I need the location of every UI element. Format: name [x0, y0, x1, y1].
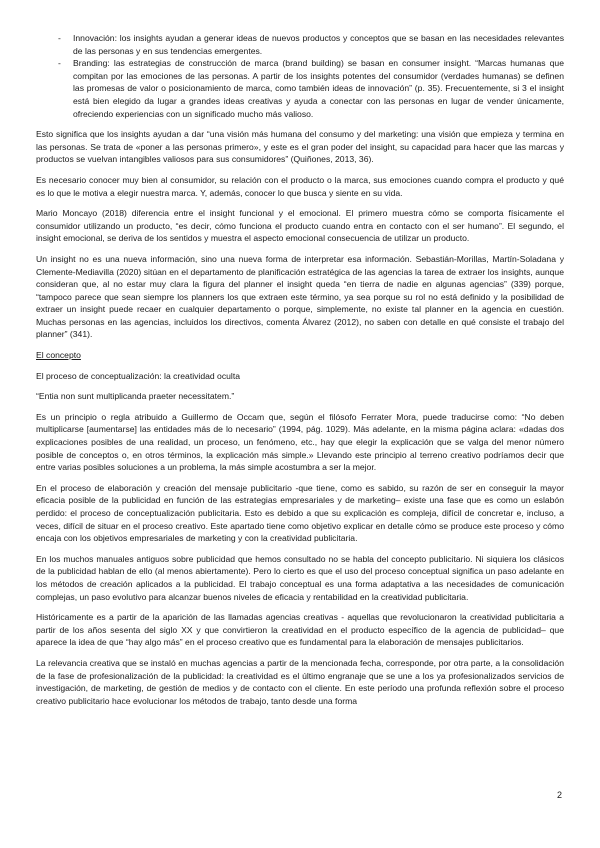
dash-marker: - [58, 33, 61, 43]
paragraph: Mario Moncayo (2018) diferencia entre el insight funcional y el emocional. El primero muestra cómo se comporta físicamente el consumidor utilizando un producto, “es decir, cómo funciona el producto cuando entra en contacto con el ser humano”. El segundo, el insight emocional, se deriva de los sentidos y muestra el aspecto emocional consecuencia de utilizar un producto. [36, 208, 564, 244]
page-body [36, 32, 564, 715]
subheading: El proceso de conceptualización: la creatividad oculta [36, 370, 240, 381]
list-item-innovation [36, 32, 564, 57]
list-item-branding [36, 57, 564, 120]
paragraph: En los muchos manuales antiguos sobre publicidad que hemos consultado no se habla del concepto publicitario. Ni siquiera los clásicos de la publicidad hablan de ello (al menos abiertamente). Pero lo cierto es que el uso del proceso conceptual significa un paso adelante en los métodos de creación aplicados a la publicidad. El trabajo conceptual es una forma adaptativa a las necesidades de comunicación complejas, un paso evolutivo para alcanzar buenos niveles de eficacia y rentabilidad en la creatividad publicitaria. [36, 553, 564, 602]
dash-marker: - [58, 58, 61, 69]
page-number: 2 [556, 790, 562, 800]
paragraph: Un insight no es una nueva información, sino una nueva forma de interpretar esa información. Sebastián-Morillas, Martín-Soladana y Clemente-Mediavilla (2020) sitúan en el departamento de planificación estratégica de las agencias la tarea de extraer los insights, aunque consideran que, al no estar muy clara la figura del planner el insight queda “en tierra de nadie en algunas agencias” (339) porque, “tampoco parece que sean siempre los planners los que extraen este término, ya sea porque su rol no está definido y la posibilidad de extraer un insight puede recaer en cualquier departamento o porque, simplemente, no existe tal planner en la agencia en cuestión. Muchas personas en las agencias, incluidos los directivos, comenta Álvarez (2012), no saben con detalle en qué consiste el trabajo del planner” (341). [36, 253, 564, 340]
list-item-text: Innovación: los insights ayudan a generar ideas de nuevos productos y conceptos que se basan en las necesidades relevantes de las personas y en sus tendencias emergentes. [73, 33, 564, 56]
paragraph: Es un principio o regla atribuido a Guillermo de Occam que, según el filósofo Ferrater Mora, puede traducirse como: “No deben multiplicarse [aumentarse] las entidades más de lo necesario” (1994, pág. 1029). Más adelante, en la misma página aclara: «dadas dos explicaciones posibles de una realidad, un proceso, un fenómeno, etc., hay que elegir la explicación que se valga del menor número posible de conceptos o, en otros términos, la explicación más simple.» Llevando este principio al terreno creativo podríamos decir que entre varias posibles soluciones a un problema, la más simple acostumbra a ser la mejor. [36, 411, 564, 473]
paragraph: Históricamente es a partir de la aparición de las llamadas agencias creativas - aquellas que revolucionaron la creatividad publicitaria a partir de los años sesenta del siglo XX y que convirtieron la creatividad en el producto específico de la agencia de publicidad– que aparece la idea de que “hay algo más” en el proceso creativo que es fundamental para la elaboración de mensajes publicitarios. [36, 612, 564, 648]
paragraph: Esto significa que los insights ayudan a dar “una visión más humana del consumo y del marketing: una visión que empieza y termina en las personas. Se trata de «poner a las personas primero», y este es el gran poder del insight, su capacidad para hacer que las marcas y productos se vuelvan intangibles valiosos para sus consumidores” (Quiñones, 2013, 36). [36, 129, 564, 165]
latin-quote: “Entia non sunt multiplicanda praeter necessitatem.” [36, 391, 235, 402]
paragraph: En el proceso de elaboración y creación del mensaje publicitario -que tiene, como es sabido, su razón de ser en conseguir la mayor eficacia posible de la publicidad en función de las estrategias empresariales y de marketing– existe una fase que es como un eslabón perdido: el proceso de conceptualización publicitaria. Esto es debido a que su explicación es compleja, difícil de concretar e, incluso, a veces, difícil de situar en el proceso creativo. Este apartado tiene como objetivo explicar en detalle cómo se produce este proceso y cómo encaja con los objetivos empresariales de marketing y con la creatividad publicitaria. [36, 482, 564, 544]
list-item-text: Branding: las estrategias de construcción de marca (brand building) se basan en consumer insight. “Marcas humanas que compitan por las emociones de las personas. A partir de los insights potentes del consumidor (verdades humanas) se definen las promesas de valor o posicionamiento de marca, como también ideas de innovación” (p. 35). Frecuentemente, si 3 el insight está bien elegido da lugar a grandes ideas creativas y ayuda a conectar con las personas en lugar de vender únicamente, ofreciendo experiencias con un significado mucho más valioso. [73, 58, 564, 119]
paragraph: Es necesario conocer muy bien al consumidor, su relación con el producto o la marca, sus emociones cuando compra el producto y qué es lo que le motiva a elegir nuestra marca. Y, además, conocer lo que busca y siente en su vida. [36, 174, 564, 198]
section-heading: El concepto [36, 350, 81, 361]
bullet-list [36, 32, 564, 120]
paragraph: La relevancia creativa que se instaló en muchas agencias a partir de la mencionada fecha, corresponde, por otra parte, a la consolidación de la fase de profesionalización de la publicidad: la creatividad es el último engranaje que se une a los ya profesionalizados servicios de investigación, de marketing, de gestión de medios y de contacto con el cliente. En este período una profunda reflexión sobre el proceso creativo publicitario hace evolucionar los métodos de trabajo, tanto desde una forma [36, 657, 564, 706]
